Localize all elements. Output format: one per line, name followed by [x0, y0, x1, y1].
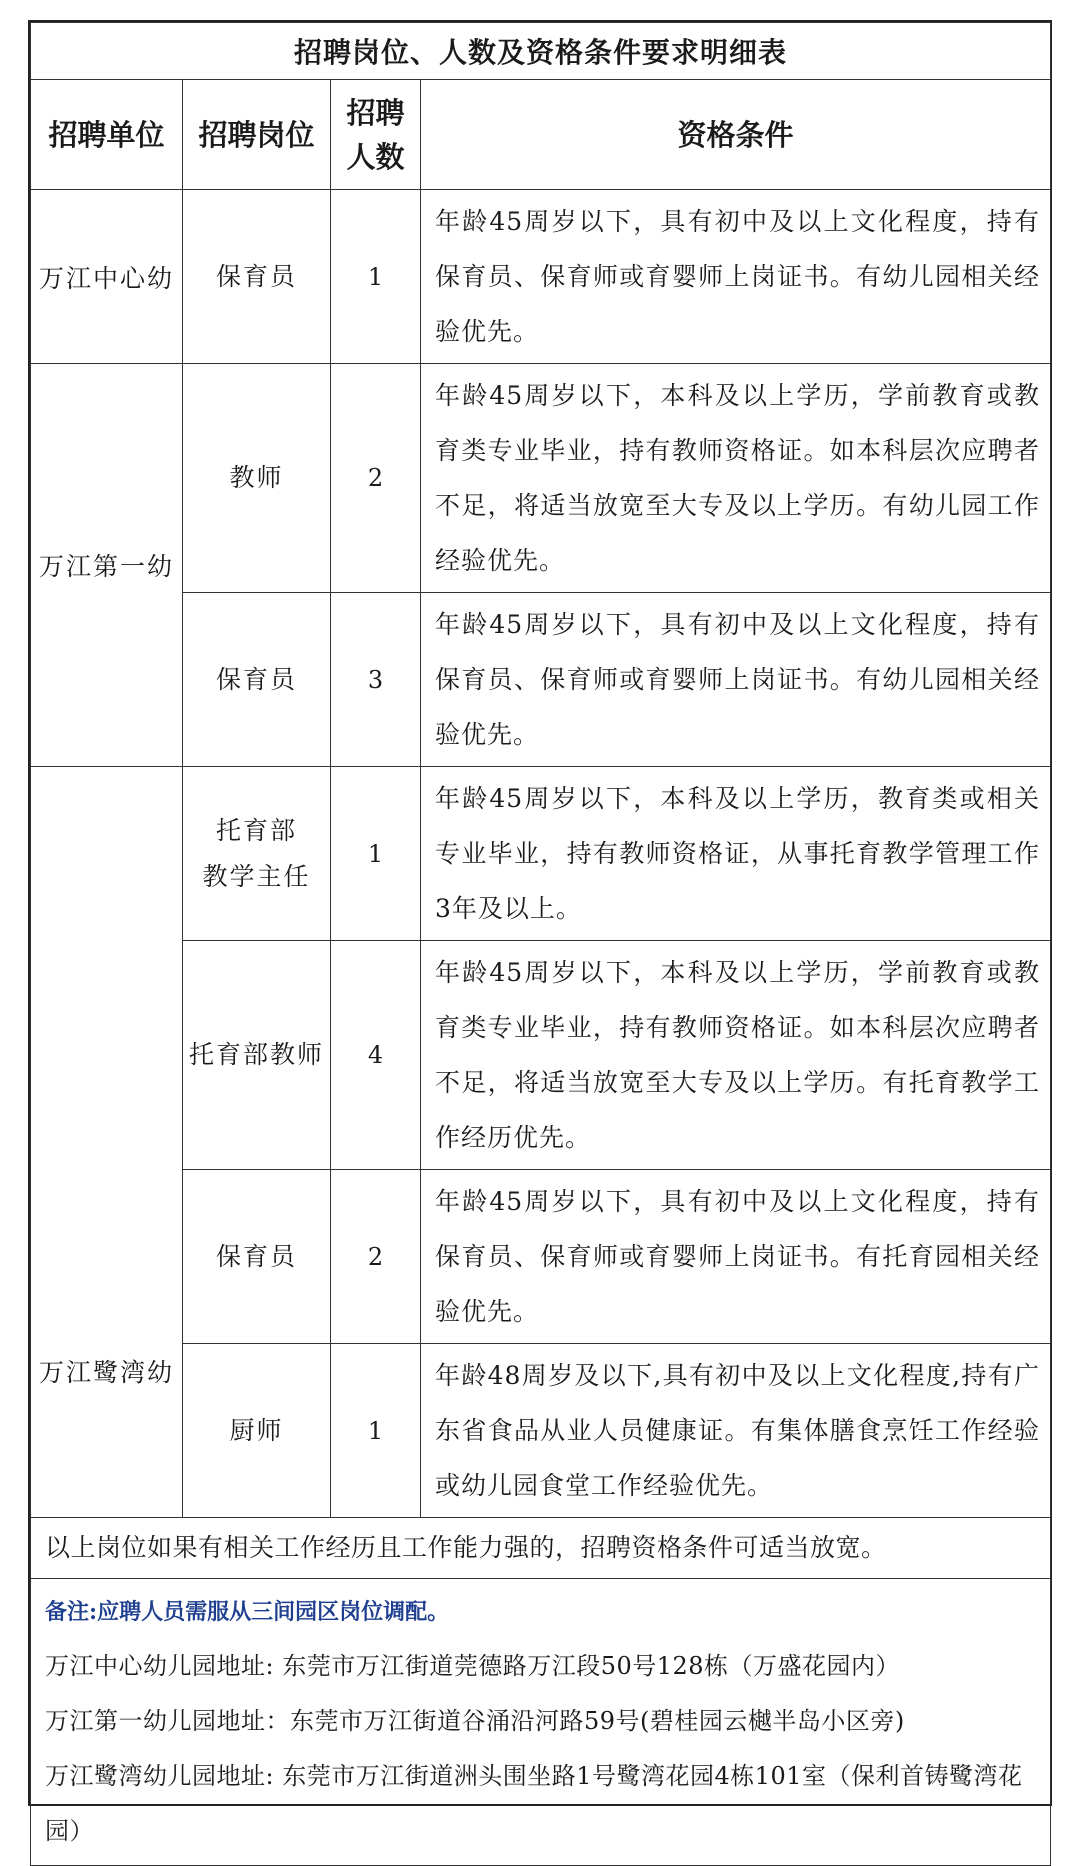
unit-cell: 万江中心幼	[31, 190, 183, 364]
count-cell: 1	[331, 190, 421, 364]
header-unit: 招聘单位	[31, 80, 183, 190]
position-cell: 保育员	[183, 1170, 331, 1344]
table-row	[31, 364, 1051, 593]
header-count-line1: 招聘	[346, 95, 405, 130]
requirement-cell: 年龄45周岁以下，本科及以上学历，学前教育或教育类专业毕业，持有教师资格证。如本科层次应聘者不足，将适当放宽至大专及以上学历。有幼儿园工作经验优先。	[421, 364, 1051, 593]
requirement-cell: 年龄45周岁以下，本科及以上学历，教育类或相关专业毕业，持有教师资格证，从事托育教学管理工作3年及以上。	[421, 767, 1051, 941]
requirement-cell: 年龄45周岁以下，具有初中及以上文化程度，持有保育员、保育师或育婴师上岗证书。有幼儿园相关经验优先。	[421, 190, 1051, 364]
header-position: 招聘岗位	[183, 80, 331, 190]
recruitment-table	[30, 22, 1051, 1866]
count-cell: 3	[331, 593, 421, 767]
table-row	[31, 767, 1051, 941]
remark-note: 备注:应聘人员需服从三间园区岗位调配。	[45, 1599, 450, 1625]
table-row	[31, 1344, 1051, 1518]
table-row	[31, 593, 1051, 767]
notes-cell	[31, 1579, 1051, 1866]
recruitment-table-frame	[28, 20, 1052, 1845]
count-cell: 1	[331, 1344, 421, 1518]
footer-row	[31, 1518, 1051, 1579]
header-requirement: 资格条件	[421, 80, 1051, 190]
position-cell: 教师	[183, 364, 331, 593]
count-cell: 4	[331, 941, 421, 1170]
count-cell: 2	[331, 364, 421, 593]
address-line: 万江中心幼儿园地址: 东莞市万江街道莞德路万江段50号128栋（万盛花园内）	[45, 1652, 901, 1680]
table-row	[31, 941, 1051, 1170]
address-line: 万江第一幼儿园地址：东莞市万江街道谷涌沿河路59号(碧桂园云樾半岛小区旁)	[45, 1707, 905, 1735]
requirement-cell: 年龄45周岁以下，具有初中及以上文化程度，持有保育员、保育师或育婴师上岗证书。有幼儿园相关经验优先。	[421, 593, 1051, 767]
count-cell: 2	[331, 1170, 421, 1344]
footer-row	[31, 1579, 1051, 1866]
address-line: 万江鹭湾幼儿园地址: 东莞市万江街道洲头围坐路1号鹭湾花园4栋101室（保利首铸鹭湾花园）	[45, 1762, 1023, 1845]
header-count	[331, 80, 421, 190]
requirement-cell: 年龄48周岁及以下,具有初中及以上文化程度,持有广东省食品从业人员健康证。有集体膳食烹饪工作经验或幼儿园食堂工作经验优先。	[421, 1344, 1051, 1518]
header-count-line2: 人数	[346, 139, 405, 174]
position-cell: 保育员	[183, 190, 331, 364]
requirement-cell: 年龄45周岁以下，本科及以上学历，学前教育或教育类专业毕业，持有教师资格证。如本科层次应聘者不足，将适当放宽至大专及以上学历。有托育教学工作经历优先。	[421, 941, 1051, 1170]
position-cell: 厨师	[183, 1344, 331, 1518]
count-cell: 1	[331, 767, 421, 941]
unit-cell: 万江第一幼	[31, 364, 183, 767]
position-cell: 托育部教师	[183, 941, 331, 1170]
position-line2: 教学主任	[202, 861, 311, 891]
relax-note-cell	[31, 1518, 1051, 1579]
requirement-cell: 年龄45周岁以下，具有初中及以上文化程度，持有保育员、保育师或育婴师上岗证书。有托育园相关经验优先。	[421, 1170, 1051, 1344]
position-cell	[183, 767, 331, 941]
table-title: 招聘岗位、人数及资格条件要求明细表	[31, 23, 1051, 80]
relax-note: 以上岗位如果有相关工作经历且工作能力强的，招聘资格条件可适当放宽。	[45, 1533, 887, 1562]
unit-cell: 万江鹭湾幼	[31, 767, 183, 1518]
position-line1: 托育部	[215, 815, 297, 845]
table-row	[31, 190, 1051, 364]
table-row	[31, 1170, 1051, 1344]
position-cell: 保育员	[183, 593, 331, 767]
